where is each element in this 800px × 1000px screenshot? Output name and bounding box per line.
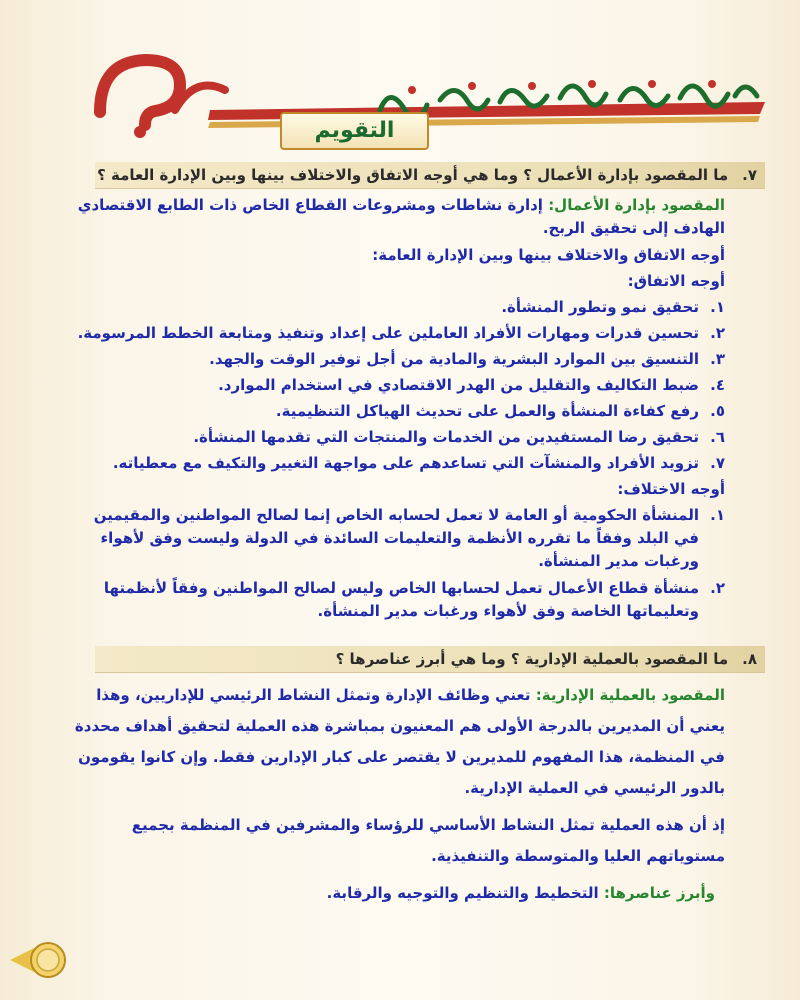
section-title-badge: التقويم (280, 112, 429, 150)
q8-definition-label: المقصود بالعملية الإدارية: (535, 686, 725, 704)
list-item-number: ٢. (710, 579, 725, 597)
question-7-answer (70, 194, 725, 627)
question-8-answer (70, 680, 725, 909)
q8-elements-label: وأبرز عناصرها: (603, 884, 715, 902)
agree-list-item (70, 322, 725, 345)
agree-list-item (70, 400, 725, 423)
agree-list (70, 296, 725, 475)
question-8-bar (95, 646, 765, 673)
list-item-number: ١. (710, 298, 725, 316)
q7-definition-label: المقصود بإدارة الأعمال: (548, 196, 725, 214)
q8-definition (70, 680, 725, 804)
q7-agree-heading: أوجه الاتفاق: (627, 272, 725, 290)
list-item-number: ٥. (710, 402, 725, 420)
list-item-number: ١. (710, 506, 725, 524)
list-item-text: تحقيق نمو وتطور المنشأة. (501, 298, 699, 316)
differ-list-item (70, 504, 725, 573)
question-7-number: ٧. (742, 166, 757, 184)
q8-elements (70, 878, 725, 909)
question-7-text: ما المقصود بإدارة الأعمال ؟ وما هي أوجه الاتفاق والاختلاف بينها وبين الإدارة العامة ؟ (97, 166, 729, 184)
list-item-text: منشأة قطاع الأعمال تعمل لحسابها الخاص وليس لصالح المواطنين وفقاً لأنظمتها وتعليماتها الخاصة وفق لأهواء ورغبات مدير المنشأة. (103, 579, 699, 620)
differ-list-item (70, 577, 725, 623)
question-7-bar (95, 162, 765, 189)
list-item-number: ٣. (710, 350, 725, 368)
question-8-number: ٨. (742, 650, 757, 668)
agree-list-item (70, 296, 725, 319)
q8-paragraph-2: إذ أن هذه العملية تمثل النشاط الأساسي للرؤساء والمشرفين في المنظمة بجميع مستوياتهم العليا والمتوسطة والتنفيذية. (131, 816, 725, 865)
list-item-number: ٤. (710, 376, 725, 394)
differ-list (70, 504, 725, 623)
question-8-text: ما المقصود بالعملية الإدارية ؟ وما هي أبرز عناصرها ؟ (335, 650, 729, 668)
list-item-text: المنشأة الحكومية أو العامة لا تعمل لحسابه الخاص إنما لصالح المواطنين والمقيمين في البلد وفقاً ما تقرره الأنظمة والتعليمات السائدة في الدولة وليست وفق لأهواء ورغبات مدير المنشأة. (93, 506, 699, 570)
list-item-number: ٦. (710, 428, 725, 446)
page-number-ornament (10, 940, 66, 980)
list-item-text: التنسيق بين الموارد البشرية والمادية من أجل توفير الوقت والجهد. (209, 350, 699, 368)
agree-list-item (70, 426, 725, 449)
list-item-text: تحقيق رضا المستفيدين من الخدمات والمنتجات التي تقدمها المنشأة. (193, 428, 699, 446)
list-item-number: ٧. (710, 454, 725, 472)
agree-list-item (70, 452, 725, 475)
q8-elements-text: التخطيط والتنظيم والتوجيه والرقابة. (326, 884, 604, 902)
q7-definition-text: إدارة نشاطات ومشروعات القطاع الخاص ذات الطابع الاقتصادي الهادف إلى تحقيق الربح. (77, 196, 725, 237)
list-item-text: تزويد الأفراد والمنشآت التي تساعدهم على مواجهة التغيير والتكيف مع معطياته. (112, 454, 699, 472)
list-item-number: ٢. (710, 324, 725, 342)
list-item-text: ضبط التكاليف والتقليل من الهدر الاقتصادي في استخدام الموارد. (218, 376, 699, 394)
agree-list-item (70, 348, 725, 371)
list-item-text: رفع كفاءة المنشأة والعمل على تحديث الهياكل التنظيمية. (275, 402, 699, 420)
q7-aspects-heading: أوجه الاتفاق والاختلاف بينها وبين الإدارة العامة: (372, 246, 725, 264)
header-banner (80, 40, 770, 143)
list-item-text: تحسين قدرات ومهارات الأفراد العاملين على إعداد وتنفيذ ومتابعة الخطط المرسومة. (77, 324, 699, 342)
q7-definition (70, 194, 725, 240)
q8-definition-text: تعني وظائف الإدارة وتمثل النشاط الرئيسي للإداريين، وهذا يعني أن المديرين بالدرجة الأولى هم المعنيون بمباشرة هذه العملية لتحقيق أهداف محددة في المنظمة، هذا المفهوم للمديرين لا يقتصر على كبار الإدارين فقط. وإن كانوا يقومون بالدور الرئيسي في العملية الإدارية. (74, 686, 725, 797)
agree-list-item (70, 374, 725, 397)
q7-differ-heading: أوجه الاختلاف: (617, 480, 725, 498)
